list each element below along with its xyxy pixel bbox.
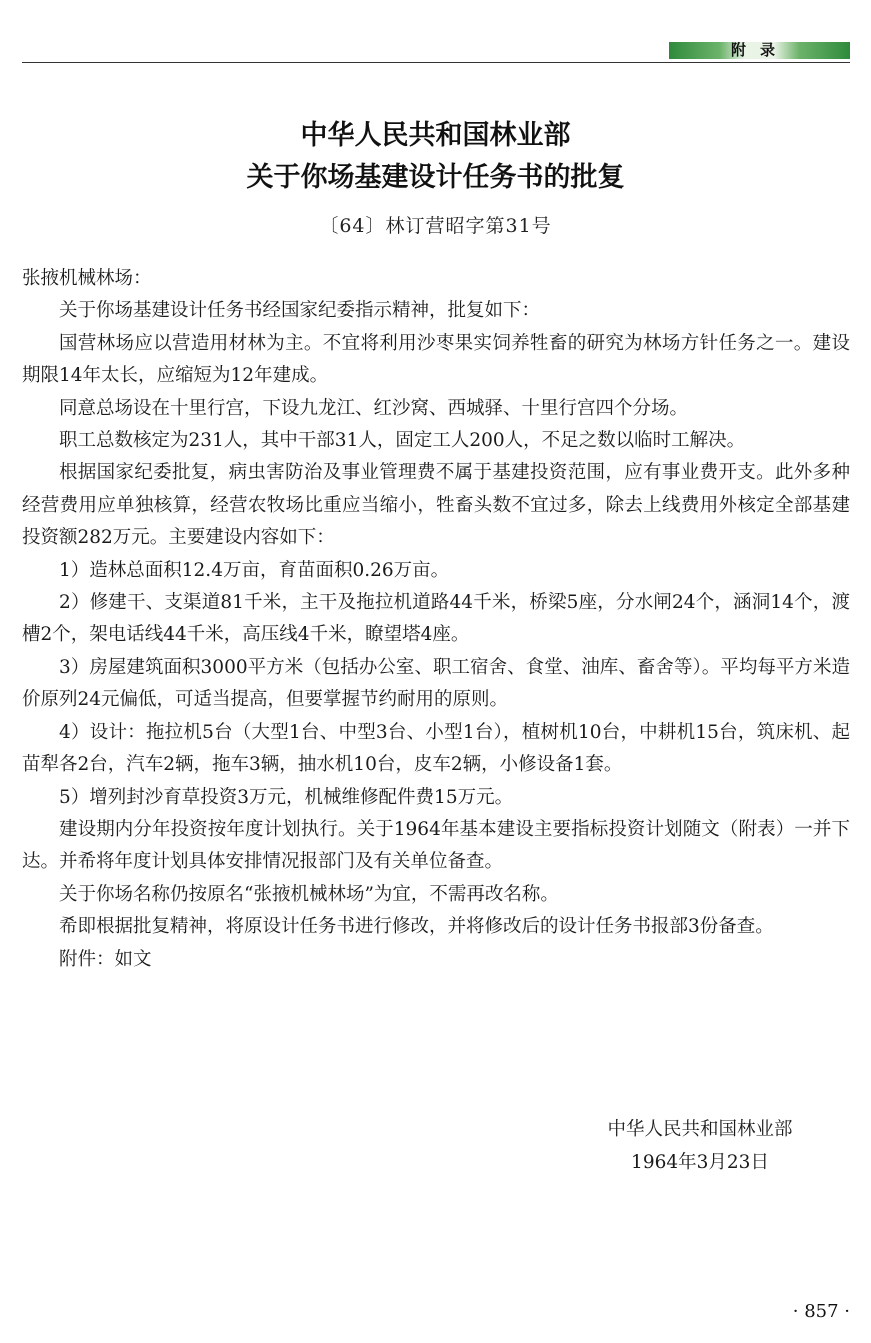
- document-title-line1: 中华人民共和国林业部: [300, 120, 571, 151]
- attachment-note: 附件：如文: [59, 948, 152, 970]
- document-title-line2: 关于你场基建设计任务书的批复: [246, 162, 625, 193]
- paragraph: 根据国家纪委批复，病虫害防治及事业管理费不属于基建投资范围，应有事业费开支。此外多种经营费用应单独核算，经营农牧场比重应当缩小，牲畜头数不宜过多，除去上线费用外核定全部基建投资额282万元。主要建设内容如下：: [22, 462, 850, 549]
- paragraph: 关于你场名称仍按原名“张掖机械林场”为宜，不需再改名称。: [59, 883, 559, 905]
- section-label: 附录: [730, 41, 789, 59]
- document-number: 〔64〕林订营昭字第31号: [319, 215, 552, 237]
- document-body: [22, 263, 850, 976]
- signature-date: 1964年3月23日: [631, 1152, 769, 1173]
- page-number: · 857 ·: [792, 1301, 850, 1322]
- header-divider: [22, 62, 850, 63]
- paragraph: 关于你场基建设计任务书经国家纪委指示精神，批复如下：: [59, 300, 541, 322]
- paragraph: 国营林场应以营造用材林为主。不宜将利用沙枣果实饲养牲畜的研究为林场方针任务之一。建设期限14年太长，应缩短为12年建成。: [22, 332, 850, 387]
- list-item: 2）修建干、支渠道81千米，主干及拖拉机道路44千米，桥梁5座，分水闸24个，涵洞14个，渡槽2个，架电话线44千米，高压线4千米，瞭望塔4座。: [22, 592, 850, 646]
- paragraph: 希即根据批复精神，将原设计任务书进行修改，并将修改后的设计任务书报部3份备查。: [59, 916, 774, 938]
- list-item: 3）房屋建筑面积3000平方米（包括办公室、职工宿舍、食堂、油库、畜舍等）。平均每平方米造价原列24元偏低，可适当提高，但要掌握节约耐用的原则。: [22, 656, 850, 711]
- salutation: 张掖机械林场：: [22, 268, 152, 289]
- paragraph: 职工总数核定为231人，其中干部31人，固定工人200人，不足之数以临时工解决。: [59, 430, 746, 452]
- signature-organization: 中华人民共和国林业部: [607, 1119, 793, 1140]
- paragraph: 同意总场设在十里行宫，下设九龙江、红沙窝、西城驿、十里行宫四个分场。: [59, 397, 689, 419]
- list-item: 5）增列封沙育草投资3万元，机械维修配件费15万元。: [59, 786, 514, 808]
- list-item: 1）造林总面积12.4万亩，育苗面积0.26万亩。: [59, 559, 450, 581]
- list-item: 4）设计：拖拉机5台（大型1台、中型3台、小型1台），植树机10台，中耕机15台，筑床机、起苗犁各2台，汽车2辆，拖车3辆，抽水机10台，皮车2辆，小修设备1套。: [22, 721, 850, 776]
- paragraph: 建设期内分年投资按年度计划执行。关于1964年基本建设主要指标投资计划随文（附表）一并下达。并希将年度计划具体安排情况报部门及有关单位备查。: [22, 818, 850, 873]
